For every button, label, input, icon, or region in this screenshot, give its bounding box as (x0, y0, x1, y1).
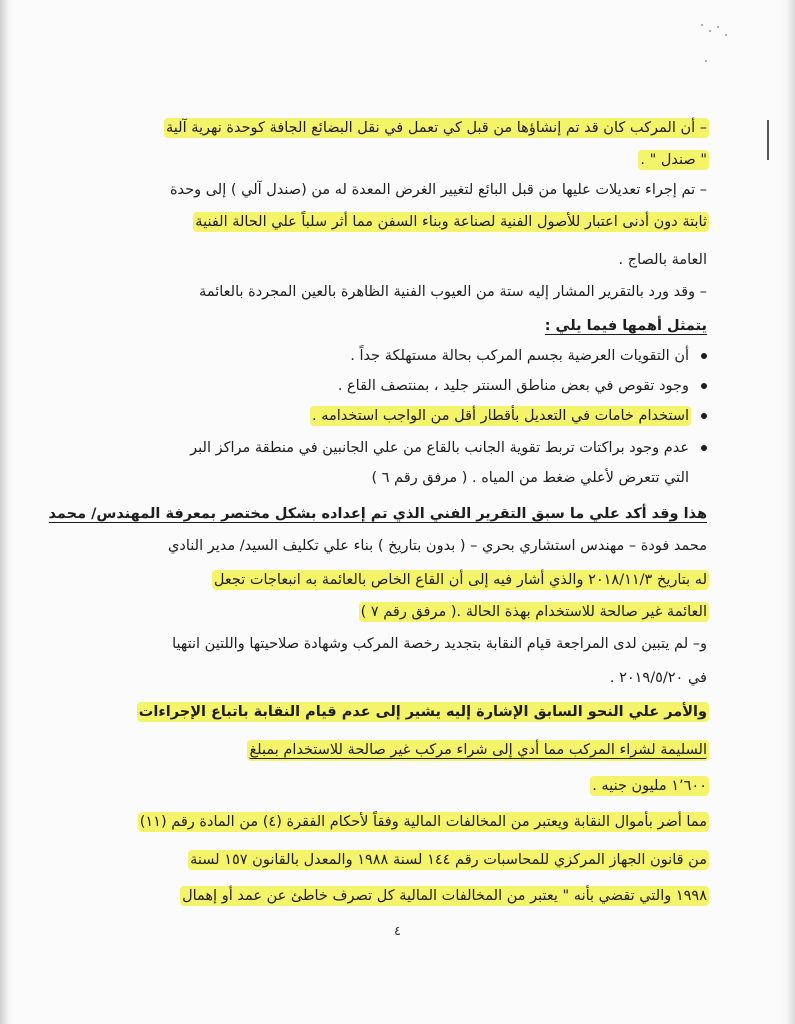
text-line: – أن المركب كان قد تم إنشاؤها من قبل كي تعمل في نقل البضائع الجافة كوحدة نهرية آلية (166, 120, 707, 136)
text-line: السليمة لشراء المركب مما أدي إلى شراء مركب غير صالحة للاستخدام بمبلغ (249, 742, 707, 758)
text-line: – تم إجراء تعديلات عليها من قبل البائع لتغيير الغرض المعدة له من (صندل آلي ) إلى وحدة (169, 182, 707, 198)
text-line: ١٩٩٨ والتي تقضي بأنه " يعتبر من المخالفات المالية كل تصرف خاطئ عن عمد أو إهمال (182, 888, 707, 904)
bullet-item: وجود تقوص في بعض مناطق السنتر جليد ، بمنتصف القاع . (72, 376, 707, 396)
text-line: – وقد ورد بالتقرير المشار إليه ستة من العيوب الفنية الظاهرة بالعين المجردة بالعائمة (199, 284, 707, 300)
page-number: ٤ (394, 924, 401, 939)
bullet-icon (701, 445, 707, 451)
text-line: مما أضر بأموال النقابة ويعتبر من المخالفات المالية وفقاً لأحكام الفقرة (٤) من المادة رقم (١١) (139, 814, 707, 830)
page-left-edge (0, 0, 14, 1024)
bullet-icon (701, 353, 707, 359)
bullet-item: أن التقويات العرضية بجسم المركب بحالة مستهلكة جداً . (72, 346, 707, 366)
text-line: هذا وقد أكد علي ما سبق التقرير الفني الذي تم إعداده بشكل مختصر بمعرفة المهندس/ محمد (48, 506, 707, 522)
list-heading: يتمثل أهمها فيما يلي : (544, 318, 707, 334)
text-line: العامة بالصاج . (618, 252, 707, 268)
text-line: التي تتعرض لأعلي ضغط من المياه . ( مرفق رقم ٦ ) (371, 470, 689, 486)
text-line: والأمر علي النحو السابق الإشارة إليه يشير إلى عدم قيام النقابة باتباع الإجراءات (138, 704, 707, 720)
bullet-icon (701, 383, 707, 389)
text-line: في ٢٠١٩/٥/٢٠ . (609, 670, 707, 686)
text-line: ١٬٦٠٠ مليون جنيه . (592, 778, 707, 794)
text-line: له بتاريخ ٢٠١٨/١١/٣ والذي أشار فيه إلى أن القاع الخاص بالعائمة به انبعاجات تجعل (213, 572, 707, 588)
bullet-icon (701, 413, 707, 419)
pen-margin-mark (767, 120, 769, 160)
bullet-item: استخدام خامات في التعديل بأقطار أقل من الواجب استخدامه . (72, 406, 707, 426)
page-right-edge (781, 0, 795, 1024)
text-line: من قانون الجهاز المركزي للمحاسبات رقم ١٤٤ لسنة ١٩٨٨ والمعدل بالقانون ١٥٧ لسنة (190, 852, 707, 868)
bullet-item: عدم وجود براكتات تربط تقوية الجانب بالقاع من علي الجانبين في منطقة مراكز البر (72, 438, 707, 458)
text-line: ثابتة دون أدنى اعتبار للأصول الفنية لصناعة وبناء السفن مما أثر سلباً علي الحالة الفنية (195, 214, 707, 230)
text-line: محمد فودة – مهندس استشاري بحري – ( بدون بتاريخ ) بناء علي تكليف السيد/ مدير النادي (168, 538, 707, 554)
text-line: العائمة غير صالحة للاستخدام بهذة الحالة .( مرفق رقم ٧ ) (360, 604, 707, 620)
text-line: و– لم يتبين لدى المراجعة قيام النقابة بتجديد رخصة المركب وشهادة صلاحيتها واللتين انتهيا (172, 636, 707, 652)
scan-specks (695, 20, 735, 70)
text-line: " صندل " . (640, 152, 707, 168)
